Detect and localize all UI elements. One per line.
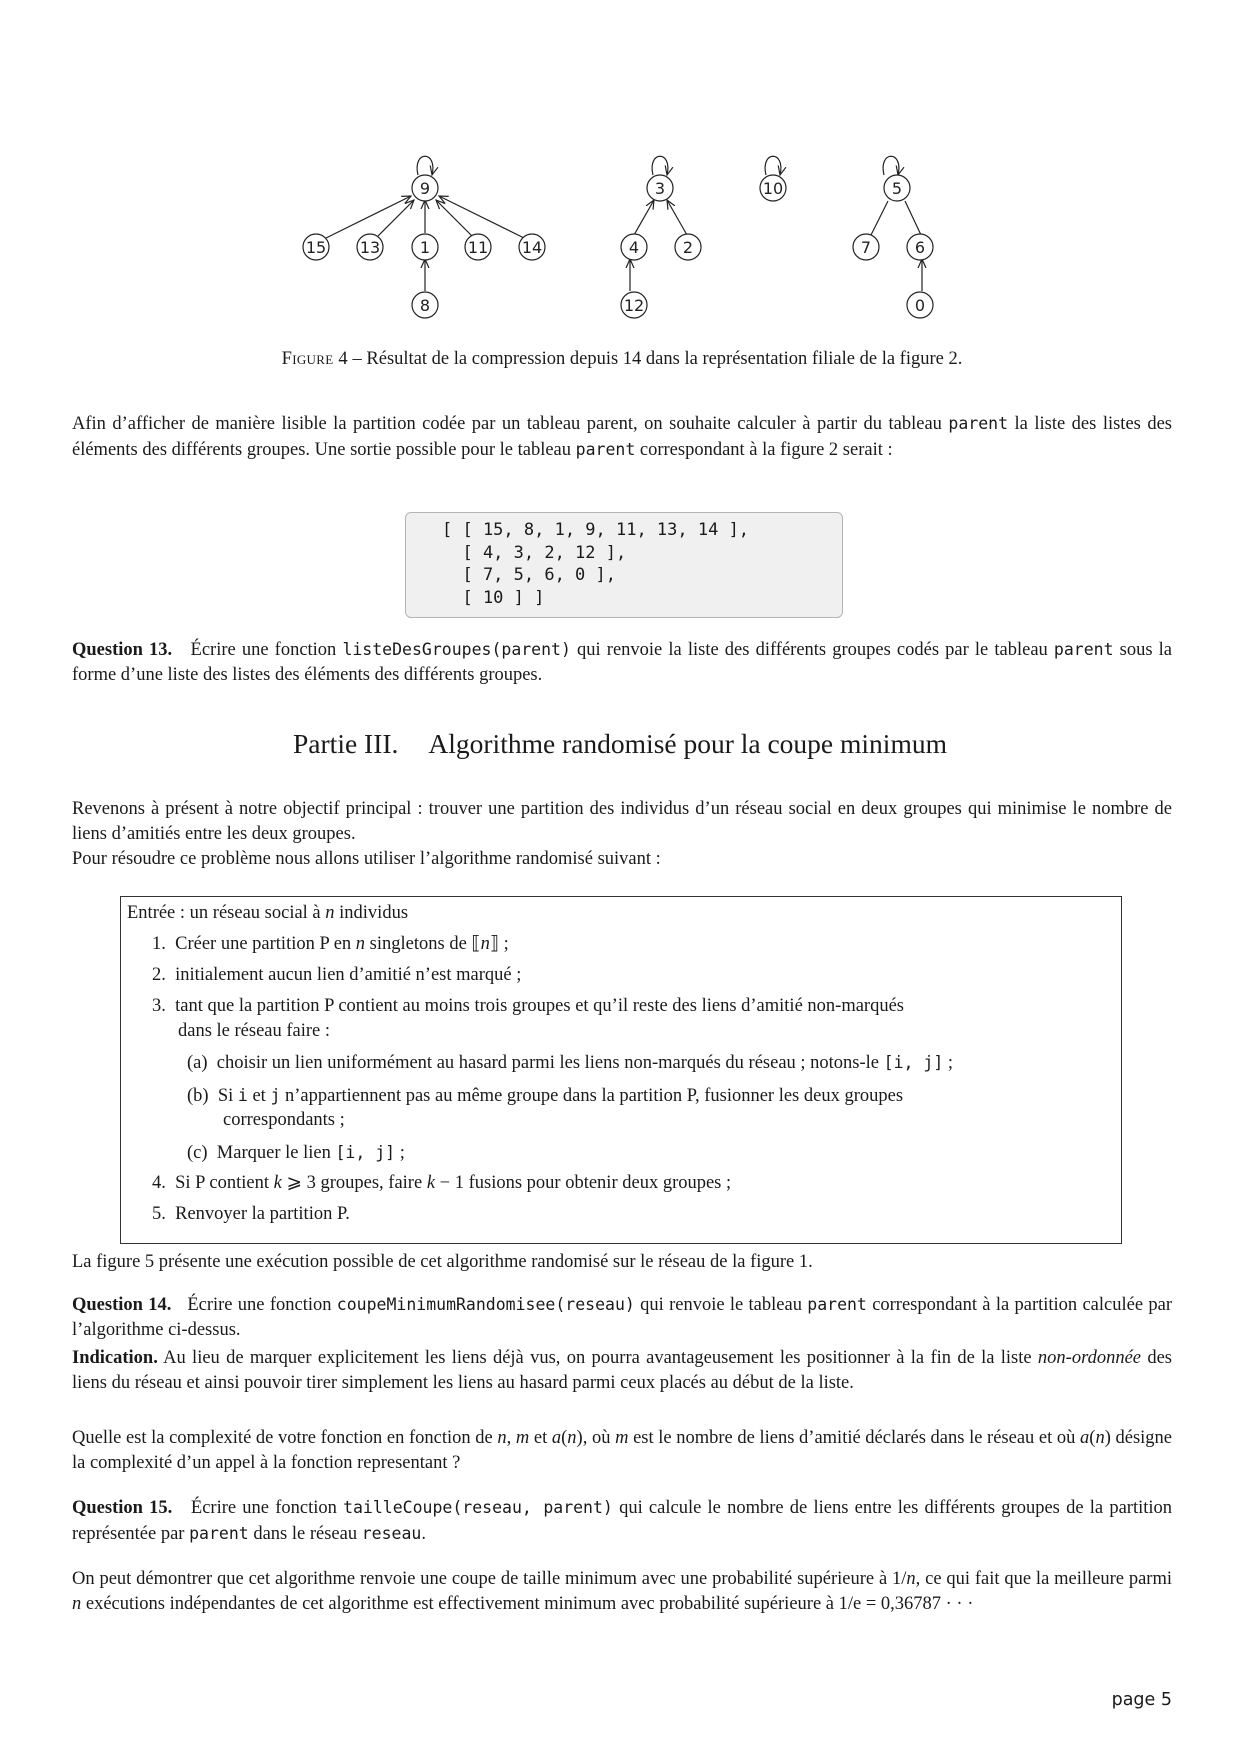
node-13 xyxy=(357,234,383,260)
question-13: Question 13. Écrire une fonction listeDesGroupes(parent) qui renvoie la liste des différents groupes codés par le tableau parent sous la forme d’une liste des listes des éléments des différents groupes. xyxy=(72,640,1173,685)
indication-paragraph: Indication. Au lieu de marquer explicitement les liens déjà vus, on pourra avantageusement les positionner à la fin de la liste non-ordonnée des liens du réseau et ainsi pouvoir tirer simplement les liens au hasard parmi ceux placés au début de la liste. xyxy=(72,1348,1172,1393)
code-output-box xyxy=(405,512,843,618)
node-4 xyxy=(621,234,647,260)
algo-step-3b: (b) Si i et j n’appartiennent pas au même groupe dans la partition P, fusionner les deux groupes xyxy=(187,1086,904,1106)
svg-text:12: 12 xyxy=(623,296,645,315)
section-title: Algorithme randomisé pour la coupe minimum xyxy=(428,728,947,759)
algo-step-3-cont: dans le réseau faire : xyxy=(178,1021,331,1041)
figure-4-trees xyxy=(0,0,1240,340)
code-line: [ 4, 3, 2, 12 ], xyxy=(442,542,627,563)
node-15 xyxy=(303,234,329,260)
node-0 xyxy=(907,292,933,318)
code-line: [ [ 15, 8, 1, 9, 11, 13, 14 ], xyxy=(442,520,750,540)
node-11 xyxy=(465,234,491,260)
algo-step-3: 3. tant que la partition P contient au moins trois groupes et qu’il reste des liens d’amitié non-marqués xyxy=(152,996,904,1016)
question-15-label: Question 15. xyxy=(72,1498,173,1518)
question-14: Question 14. Écrire une fonction coupeMinimumRandomisee(reseau) qui renvoie le tableau parent correspondant à la partition calculée par l’algorithme ci-dessus. xyxy=(72,1295,1172,1340)
svg-text:15: 15 xyxy=(305,238,327,257)
svg-text:7: 7 xyxy=(860,238,872,257)
node-7 xyxy=(853,234,879,260)
code-line: [ 7, 5, 6, 0 ], xyxy=(442,565,616,585)
section-heading xyxy=(0,728,1240,760)
svg-text:9: 9 xyxy=(419,179,431,198)
svg-text:14: 14 xyxy=(521,238,543,257)
figure-caption xyxy=(72,349,1172,370)
page-number: page 5 xyxy=(1111,1690,1172,1710)
node-10 xyxy=(760,175,786,201)
question-14-label: Question 14. xyxy=(72,1295,172,1315)
svg-text:6: 6 xyxy=(914,238,926,257)
node-12 xyxy=(621,292,647,318)
svg-text:8: 8 xyxy=(419,296,431,315)
algorithm-box xyxy=(120,896,1122,1244)
svg-text:0: 0 xyxy=(914,296,926,315)
node-3 xyxy=(647,175,673,201)
node-6 xyxy=(907,234,933,260)
section-number: Partie III. xyxy=(293,728,399,759)
complexity-paragraph: Quelle est la complexité de votre fonction en fonction de n, m et a(n), où m est le nombre de liens d’amitié déclarés dans le réseau et où a(n) désigne la complexité d’un appel à la fonction representant ? xyxy=(72,1428,1173,1473)
code-line: [ 10 ] ] xyxy=(442,587,545,608)
algo-step-3b-cont: correspondants ; xyxy=(223,1110,345,1130)
node-8 xyxy=(412,292,438,318)
svg-text:13: 13 xyxy=(359,238,381,257)
tree-nodes xyxy=(303,175,933,318)
figure-5-paragraph: La figure 5 présente une exécution possible de cet algorithme randomisé sur le réseau de la figure 1. xyxy=(72,1252,813,1272)
algo-step-4: 4. Si P contient k ⩾ 3 groupes, faire k − 1 fusions pour obtenir deux groupes ; xyxy=(152,1173,732,1193)
svg-text:4: 4 xyxy=(628,238,640,257)
algo-step-3c: (c) Marquer le lien [i, j] ; xyxy=(187,1143,405,1163)
svg-text:3: 3 xyxy=(654,179,666,198)
conclusion-paragraph: On peut démontrer que cet algorithme renvoie une coupe de taille minimum avec une probabilité supérieure à 1/n, ce qui fait que la meilleure parmi n exécutions indépendantes de cet algorithme est effectivement minimum avec probabilité supérieure à 1/e = 0,36787 · · · xyxy=(72,1569,1172,1614)
question-15: Question 15. Écrire une fonction tailleCoupe(reseau, parent) qui calcule le nombre de liens entre les différents groupes de la partition représentée par parent dans le réseau reseau. xyxy=(72,1498,1172,1544)
svg-text:1: 1 xyxy=(419,238,431,257)
node-1 xyxy=(412,234,438,260)
svg-text:11: 11 xyxy=(467,238,489,257)
algo-step-1: 1. Créer une partition P en n singletons de ⟦n⟧ ; xyxy=(152,934,509,954)
svg-text:5: 5 xyxy=(891,179,903,198)
algo-step-3a: (a) choisir un lien uniformément au hasard parmi les liens non-marqués du réseau ; notons-le [i, j] ; xyxy=(187,1053,954,1073)
algo-step-5: 5. Renvoyer la partition P. xyxy=(152,1204,350,1224)
algo-step-2: 2. initialement aucun lien d’amitié n’est marqué ; xyxy=(152,965,522,985)
node-14 xyxy=(519,234,545,260)
algo-input: Entrée : un réseau social à n individus xyxy=(127,903,409,923)
svg-text:10: 10 xyxy=(762,179,784,198)
figure-caption-text: – Résultat de la compression depuis 14 dans la représentation filiale de la figure 2. xyxy=(352,349,963,369)
node-5 xyxy=(884,175,910,201)
figure-label: Figure 4 xyxy=(281,349,348,369)
intro-paragraph: Afin d’afficher de manière lisible la partition codée par un tableau parent, on souhaite calculer à partir du tableau parent la liste des listes des éléments des différents groupes. Une sortie possible pour le tableau parent correspondant à la figure 2 serait : xyxy=(72,414,1172,460)
node-9 xyxy=(412,175,438,201)
question-13-label: Question 13. xyxy=(72,640,173,660)
node-2 xyxy=(675,234,701,260)
indication-label: Indication. xyxy=(72,1348,158,1368)
objective-paragraph: Revenons à présent à notre objectif principal : trouver une partition des individus d’un réseau social en deux groupes qui minimise le nombre de liens d’amitiés entre les deux groupes. Pour résoudre ce problème nous allons utiliser l’algorithme randomisé suivant : xyxy=(72,799,1172,869)
svg-text:2: 2 xyxy=(682,238,694,257)
